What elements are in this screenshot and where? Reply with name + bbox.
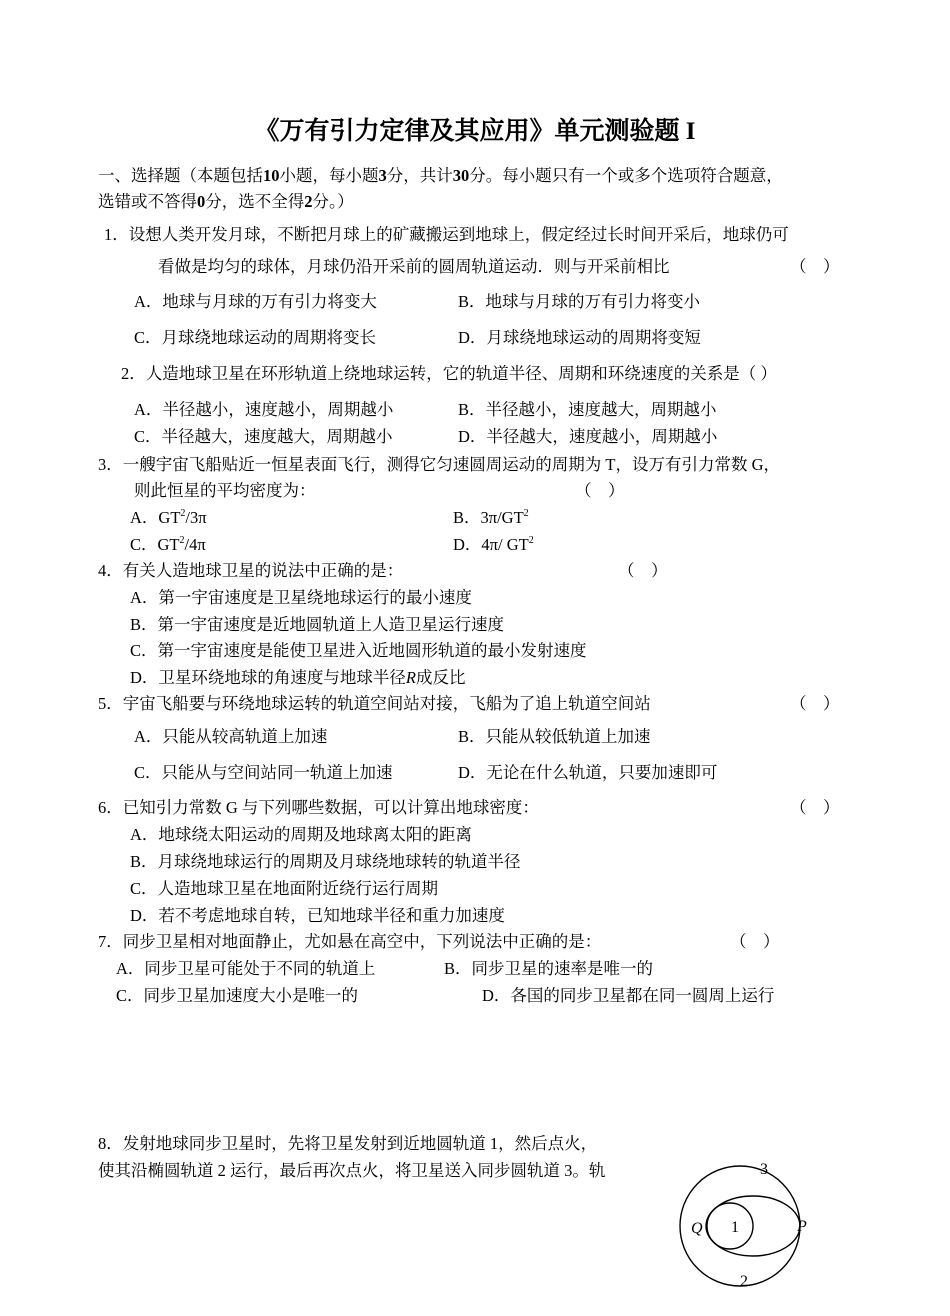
q7-option-c: C．同步卫星加速度大小是唯一的 [116,986,359,1005]
label-orbit-3: 3 [760,1161,768,1178]
label-orbit-2: 2 [740,1273,748,1290]
q5-option-c: C．只能从与空间站同一轨道上加速 [134,763,393,782]
q6-option-d: D．若不考虑地球自转，已知地球半径和重力加速度 [130,906,505,925]
q1-option-c: C．月球绕地球运动的周期将变长 [134,328,377,347]
section-mid1: 小题，每小题 [279,166,379,185]
q4-option-b: B．第一宇宙速度是近地圆轨道上人造卫星运行速度 [130,615,505,634]
label-point-p: P [797,1218,807,1235]
q3-option-b: B．$3\pi/GT^2$ [453,508,529,527]
section-line2-c: 分。） [312,192,354,211]
section-line2-b: 分，选不全得 [205,192,305,211]
total-points: 30 [452,166,470,185]
points-each: 3 [378,166,387,185]
q3-option-d: D．4π/ $GT^2$ [453,535,534,554]
q7-stem: 7．同步卫星相对地面静止，尤如悬在高空中，下列说法中正确的是： [98,932,602,951]
q1-stem-line2: 看做是均匀的球体，月球仍沿开采前的圆周轨道运动．则与开采前相比 [158,257,670,276]
q3-option-c: C．$GT^2/4\pi$ [130,535,206,554]
q5-option-a: A．只能从较高轨道上加速 [134,727,328,746]
q7-option-d: D．各国的同步卫星都在同一圆周上运行 [482,986,775,1005]
section-tail: 分。每小题只有一个或多个选项符合题意， [469,166,783,185]
q3-answer-blank[interactable]: （ ） [575,481,625,500]
zero-score: 0 [197,192,206,211]
q4-option-a: A．第一宇宙速度是卫星绕地球运行的最小速度 [130,588,472,607]
orbit-1-circle [707,1203,753,1249]
q2-option-b: B．半径越小，速度越大，周期越小 [458,400,717,419]
q4-stem: 4．有关人造地球卫星的说法中正确的是： [98,561,404,580]
page-title: 《万有引力定律及其应用》单元测验题 I [254,118,696,145]
section-mid2: 分，共计 [386,166,453,185]
q1-answer-blank[interactable]: （ ） [790,257,840,276]
q4-option-c: C．第一宇宙速度是能使卫星进入近地圆形轨道的最小发射速度 [130,641,587,660]
q7-answer-blank[interactable]: （ ） [730,932,780,951]
section-line2-a: 选错或不答得 [98,192,197,211]
q6-option-c: C．人造地球卫星在地面附近绕行运行周期 [130,879,439,898]
q4-option-d: D．卫星环绕地球的角速度与地球半径R成反比 [130,668,466,687]
q7-option-a: A．同步卫星可能处于不同的轨道上 [116,959,376,978]
q6-option-b: B．月球绕地球运行的周期及月球绕地球转的轨道半径 [130,852,521,871]
q8-stem-line2: 使其沿椭圆轨道 2 运行，最后再次点火，将卫星送入同步圆轨道 3。轨 [98,1161,606,1180]
q6-stem: 6．已知引力常数 G 与下列哪些数据，可以计算出地球密度： [98,798,539,817]
q3-stem-line1: 3．一艘宇宙飞船贴近一恒星表面飞行，测得它匀速圆周运动的周期为 T，设万有引力常数 G， [98,455,780,474]
q5-option-b: B．只能从较低轨道上加速 [458,727,651,746]
q5-answer-blank[interactable]: （ ） [790,694,840,713]
q5-stem: 5．宇宙飞船要与环绕地球运转的轨道空间站对接，飞船为了追上轨道空间站 [98,694,651,713]
orbit-diagram [670,1150,830,1316]
section-instructions-line1 [98,166,783,186]
partial-score: 2 [304,192,313,211]
q6-option-a: A．地球绕太阳运动的周期及地球离太阳的距离 [130,825,472,844]
q1-option-b: B．地球与月球的万有引力将变小 [458,292,701,311]
q2-stem: 2．人造地球卫星在环形轨道上绕地球运转，它的轨道半径、周期和环绕速度的关系是（ ） [121,364,777,383]
question-count: 10 [263,166,280,185]
q7-option-b: B．同步卫星的速率是唯一的 [444,959,654,978]
q6-answer-blank[interactable]: （ ） [790,798,840,817]
section-instructions-line2 [98,192,354,212]
q1-option-a: A．地球与月球的万有引力将变大 [134,292,377,311]
q4-answer-blank[interactable]: （ ） [618,561,668,580]
q3-option-a: A．$GT^2/3\pi$ [130,508,207,527]
q1-stem-line1: 1．设想人类开发月球，不断把月球上的矿藏搬运到地球上，假定经过长时间开采后，地球仍可 [104,225,789,244]
q3-stem-line2: 则此恒星的平均密度为： [134,481,316,500]
q1-option-d: D．月球绕地球运动的周期将变短 [458,328,701,347]
q8-stem-line1: 8．发射地球同步卫星时，先将卫星发射到近地圆轨道 1，然后点火， [98,1134,598,1153]
label-orbit-1: 1 [731,1219,739,1236]
q2-option-c: C．半径越大，速度越大，周期越小 [134,427,393,446]
q2-option-a: A．半径越小，速度越小，周期越小 [134,400,394,419]
label-point-q: Q [691,1220,703,1237]
section-label: 一、选择题（本题包括 [98,166,263,185]
q2-option-d: D．半径越大，速度越小，周期越小 [458,427,718,446]
q5-option-d: D．无论在什么轨道，只要加速即可 [458,763,718,782]
